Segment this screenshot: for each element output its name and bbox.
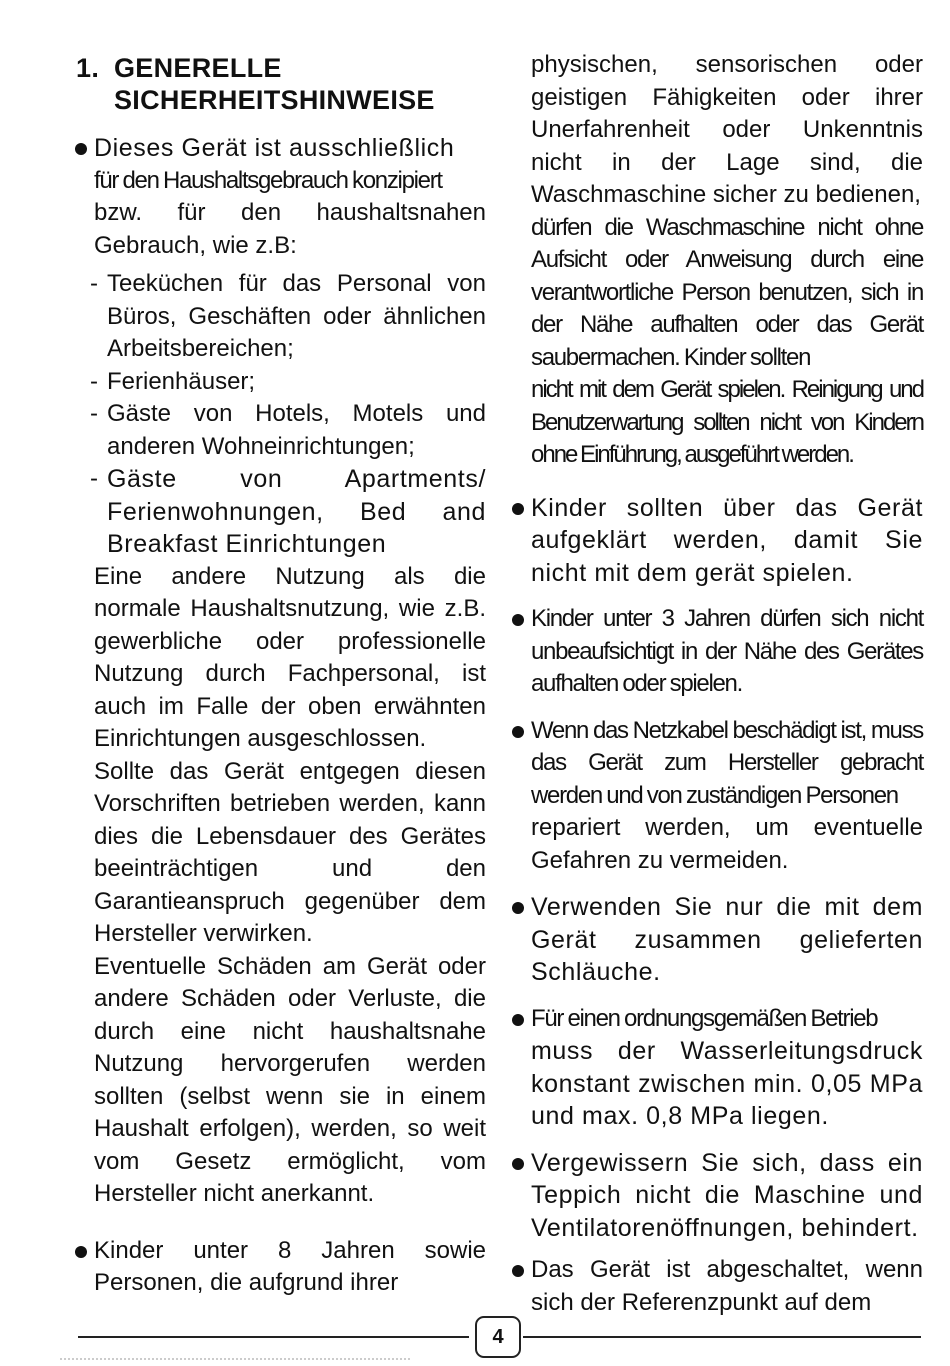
- use-item-kitchens: [90, 268, 486, 366]
- intro-rest: bzw. für den haushaltsnahen Gebrauch, wie z.B:: [94, 199, 486, 259]
- bullet-children-persons: [94, 1235, 486, 1300]
- dash-marker: -: [90, 400, 98, 427]
- dash-marker: -: [90, 270, 98, 297]
- bullet-children-under-3: [531, 603, 923, 701]
- use-item-text: Ferienhäuser;: [107, 367, 256, 395]
- footer-rule-left: [78, 1336, 469, 1338]
- dash-marker: -: [90, 367, 98, 395]
- children-start: Kinder unter 8 Jahren sowie Personen, die aufgrund ihrer: [94, 1236, 486, 1296]
- bullet-text: Für einen ordnungsgemäßen Betrieb: [531, 1004, 878, 1032]
- bullet-text: muss der Wasserleitungsdruck konstant zwischen min. 0,05 MPa und max. 0,8 MPa liegen.: [531, 1037, 923, 1130]
- use-item-text: Gäste von Apartments/ Ferienwohnungen, Bed and Breakfast Einrichtungen: [107, 465, 486, 558]
- page-number: 4: [475, 1316, 521, 1358]
- section-heading: [76, 52, 496, 116]
- bullet-educate-children: [531, 492, 923, 590]
- use-list: [90, 268, 486, 561]
- paragraph-other-use: Eine andere Nutzung als die normale Haushaltsnutzung, wie z.B. gewerbliche oder professionelle Nutzung durch Fachpersonal, ist auch im Falle der oben erwähnten Einrichtungen ausgeschlossen.: [94, 562, 486, 752]
- children-continued-b: dürfen die Waschmaschine nicht ohne Aufsicht oder Anweisung durch eine verantwortliche Person benutzen, sich in der Nähe aufhalten oder das Gerät saubermachen. Kinder sollten: [531, 213, 923, 371]
- bullet-hoses: [531, 891, 923, 989]
- bullet-text: Das Gerät ist abgeschaltet, wenn sich der Referenzpunkt auf dem: [531, 1256, 923, 1316]
- section-title: GENERELLE SICHERHEITSHINWEISE: [114, 53, 435, 115]
- bullet-household-use: [94, 132, 486, 262]
- use-item-text: Gäste von Hotels, Motels und anderen Wohneinrichtungen;: [107, 400, 486, 460]
- paragraph-warranty: Sollte das Gerät entgegen diesen Vorschriften betrieben werden, kann dies die Lebensdauer des Gerätes beeinträchtigen und den Garantieanspruch gegenüber dem Hersteller verwirken.: [94, 757, 486, 947]
- use-item-holiday-homes: [90, 366, 486, 399]
- intro-line: Dieses Gerät ist ausschließlich: [94, 134, 455, 162]
- bullet-water-pressure: [531, 1003, 923, 1133]
- paragraph-damage: Eventuelle Schäden am Gerät oder andere Schäden oder Verluste, die durch eine nicht haushaltsnahe Nutzung hervorgerufen werden sollten (selbst wenn sie in einem Haushalt erfolgen), werden, so weit vom Gesetz ermöglicht, vom Hersteller nicht anerkannt.: [94, 952, 486, 1207]
- use-item-hotels: [90, 398, 486, 463]
- intro-line-condensed: für den Haushaltsgebrauch konzipiert: [94, 166, 442, 194]
- bullet-switched-off: [531, 1254, 923, 1319]
- footer-rule-right: [523, 1336, 921, 1338]
- use-item-apartments: [90, 463, 486, 561]
- bullet-text: Verwenden Sie nur die mit dem Gerät zusammen gelieferten Schläuche.: [531, 893, 923, 986]
- bullet-text: Kinder unter 3 Jahren dürfen sich nicht unbeaufsichtigt in der Nähe des Gerätes aufhalten oder spielen.: [531, 605, 923, 697]
- bullet-text: repariert werden, um eventuelle Gefahren zu vermeiden.: [531, 814, 923, 874]
- bullet-text: Kinder sollten über das Gerät aufgeklärt werden, damit Sie nicht mit dem gerät spielen.: [531, 493, 923, 587]
- left-column: [90, 132, 486, 1300]
- bullet-power-cable: [531, 715, 923, 878]
- bottom-edge-artifact: [60, 1358, 410, 1364]
- children-continued-c: nicht mit dem Gerät spielen. Reinigung und Benutzerwartung sollten nicht von Kindern ohne Einführung, ausgeführt werden.: [531, 376, 923, 468]
- use-item-text: Teeküchen für das Personal von Büros, Geschäften oder ähnlichen Arbeitsbereichen;: [107, 270, 486, 362]
- dash-marker: -: [90, 465, 98, 492]
- bullet-carpet: [531, 1147, 923, 1245]
- bullet-text: Vergewissern Sie sich, dass ein Teppich nicht die Maschine und Ventilatorenöffnungen, behindert.: [531, 1148, 923, 1242]
- bullet-text: Wenn das Netzkabel beschädigt ist, muss das Gerät zum Hersteller gebracht werden und von zuständigen Personen: [531, 716, 923, 809]
- children-continued-a: physischen, sensorischen oder geistigen Fähigkeiten oder ihrer Unerfahrenheit oder Unkenntnis nicht in der Lage sind, die Waschmaschine sicher zu bedienen,: [531, 51, 923, 208]
- section-number: 1.: [76, 53, 100, 83]
- right-column: [531, 49, 923, 1319]
